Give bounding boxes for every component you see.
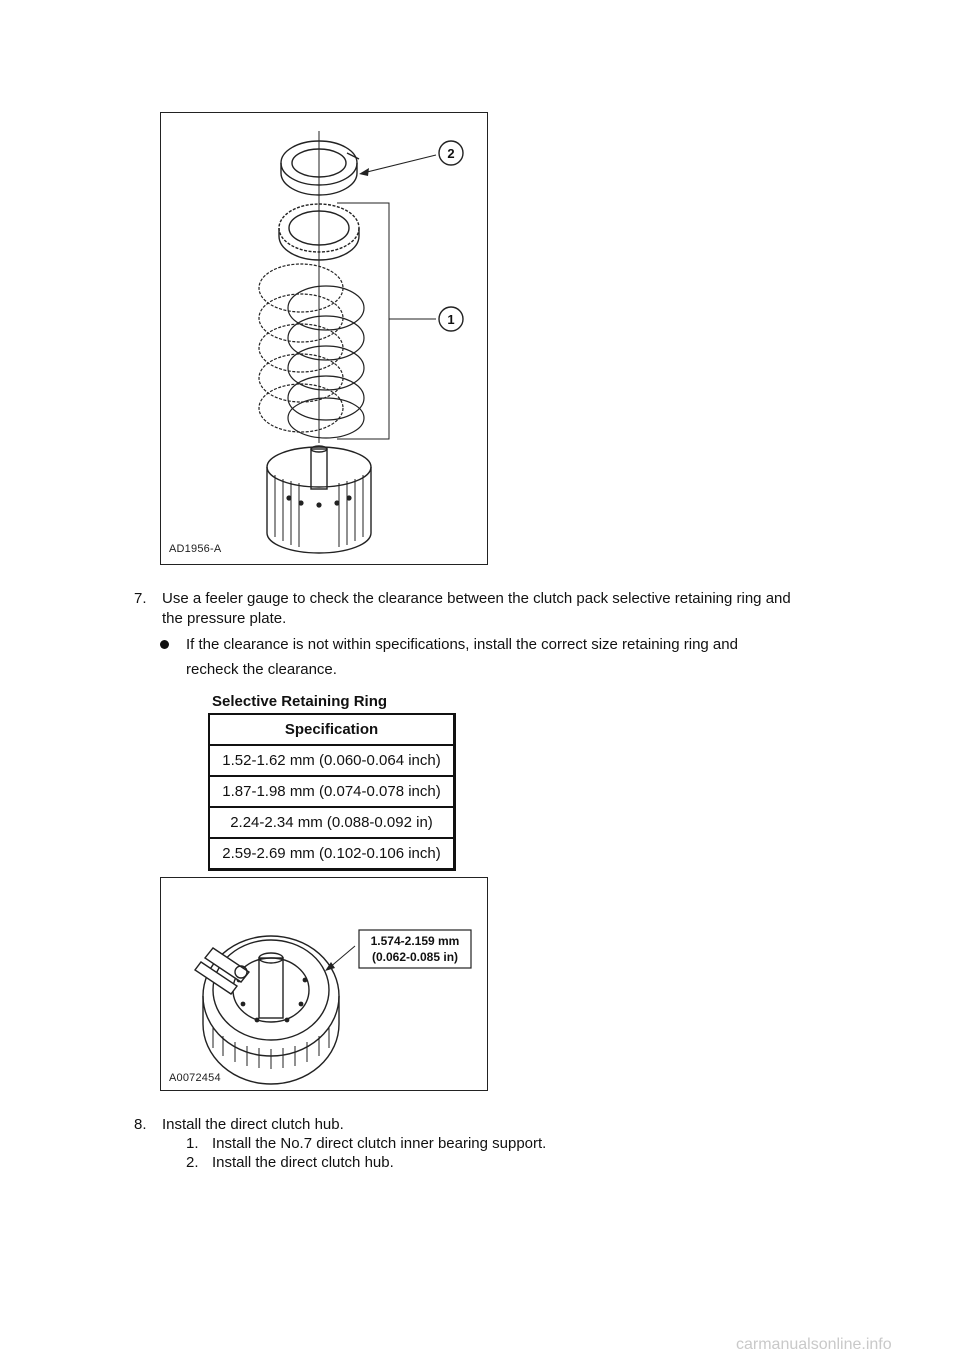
table-row: 1.52-1.62 mm (0.060-0.064 inch) (210, 746, 453, 777)
substep-1-text: Install the No.7 direct clutch inner bearing support. (212, 1135, 547, 1152)
site-watermark: carmanualsonline.info (736, 1336, 892, 1353)
bullet-line1: If the clearance is not within specifications, install the correct size retaining ring and (186, 636, 738, 653)
substep-2-number: 2. (186, 1154, 199, 1171)
substep-1-number: 1. (186, 1135, 199, 1152)
clutch-pack-illustration (161, 113, 487, 564)
step-7-text-line2: the pressure plate. (162, 610, 287, 627)
step-7-bullet (186, 632, 826, 682)
step-7-number: 7. (134, 590, 147, 607)
table-header: Specification (210, 715, 453, 746)
table-caption: Selective Retaining Ring (212, 693, 388, 710)
clearance-spec-line1: 1.574-2.159 mm (370, 934, 460, 948)
figure1-id: AD1956-A (169, 543, 222, 555)
callout-2-label: 2 (447, 146, 455, 161)
step-8-text: Install the direct clutch hub. (162, 1116, 344, 1133)
spec-table (208, 713, 456, 871)
clearance-spec-line2: (0.062-0.085 in) (371, 950, 459, 964)
table-row: 1.87-1.98 mm (0.074-0.078 inch) (210, 777, 453, 808)
substep-2-text: Install the direct clutch hub. (212, 1154, 394, 1171)
callout-1-label: 1 (447, 312, 455, 327)
feeler-gauge-figure (160, 877, 488, 1091)
feeler-gauge-illustration (161, 878, 487, 1090)
bullet-icon (160, 640, 169, 649)
step-8-number: 8. (134, 1116, 147, 1133)
table-row: 2.59-2.69 mm (0.102-0.106 inch) (222, 845, 441, 862)
step-7-text-line1: Use a feeler gauge to check the clearance between the clutch pack selective retaining ring and (162, 590, 791, 607)
figure2-id: A0072454 (169, 1072, 221, 1084)
table-row: 2.24-2.34 mm (0.088-0.092 in) (210, 808, 453, 839)
clutch-pack-exploded-figure (160, 112, 488, 565)
bullet-line2: recheck the clearance. (186, 661, 337, 678)
